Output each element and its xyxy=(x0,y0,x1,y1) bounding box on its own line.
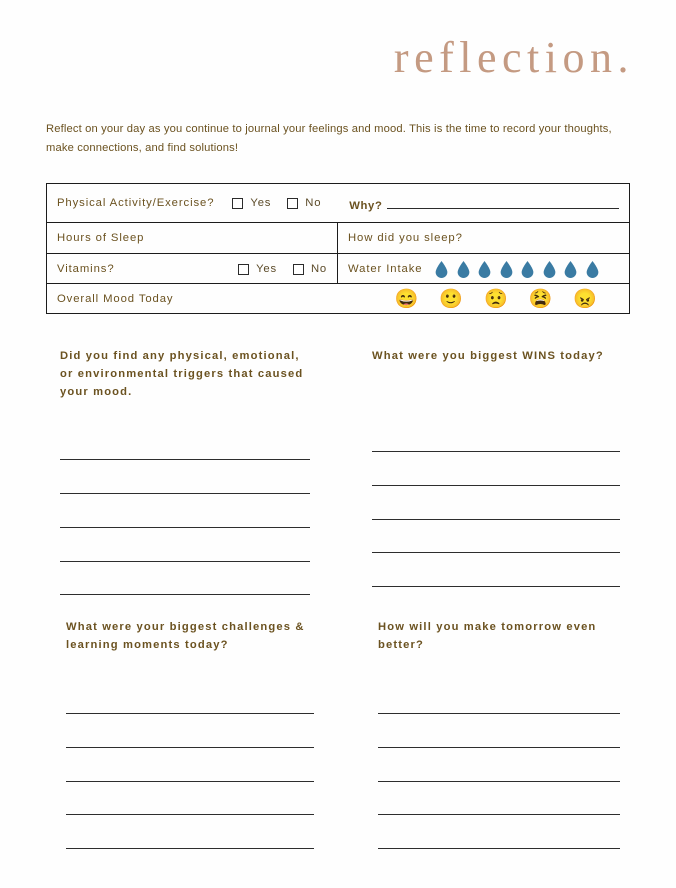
hours-of-sleep-label: Hours of Sleep xyxy=(57,232,145,244)
answer-line[interactable] xyxy=(60,426,310,460)
question-heading-wins: What were you biggest WINS today? xyxy=(372,350,604,362)
question-heading-triggers: Did you find any physical, emotional, or environmental triggers that caused your mood. xyxy=(60,350,304,399)
frowning-face-icon[interactable]: 😟 xyxy=(483,288,508,310)
page-title: reflection. xyxy=(393,33,634,82)
answer-line[interactable] xyxy=(372,452,620,486)
how-did-you-sleep-cell[interactable] xyxy=(338,223,629,253)
answer-line[interactable] xyxy=(60,494,310,528)
physical-activity-cell xyxy=(47,184,629,222)
overall-mood-cell xyxy=(47,284,629,314)
answer-line[interactable] xyxy=(66,782,314,816)
why-input-line[interactable] xyxy=(387,195,619,209)
water-drop-icon[interactable] xyxy=(586,261,599,278)
answer-line[interactable] xyxy=(66,815,314,849)
answer-line[interactable] xyxy=(378,680,620,714)
answer-lines-tomorrow xyxy=(378,680,620,849)
question-block-triggers xyxy=(60,347,310,595)
water-drop-icon[interactable] xyxy=(457,261,470,278)
question-block-challenges xyxy=(66,618,314,849)
vitamins-label: Vitamins? xyxy=(57,263,115,275)
table-row-vitamins xyxy=(47,254,629,284)
answer-lines-challenges xyxy=(66,680,314,849)
table-row-physical-activity xyxy=(47,184,629,223)
answer-line[interactable] xyxy=(372,553,620,587)
grinning-face-icon[interactable]: 😄 xyxy=(394,288,419,310)
why-label: Why? xyxy=(349,199,383,212)
question-heading-tomorrow: How will you make tomorrow even better? xyxy=(378,621,597,652)
angry-face-icon[interactable]: 😠 xyxy=(573,288,597,310)
answer-line[interactable] xyxy=(66,748,314,782)
question-block-tomorrow xyxy=(378,618,620,849)
water-drop-icon[interactable] xyxy=(543,261,556,278)
answer-lines-triggers xyxy=(60,426,310,595)
slightly-smiling-face-icon[interactable]: 🙂 xyxy=(439,288,463,310)
intro-paragraph: Reflect on your day as you continue to journal your feelings and mood. This is the time to record your thoughts, make connections, and find solutions! xyxy=(46,123,612,155)
answer-line[interactable] xyxy=(60,528,310,562)
how-did-you-sleep-label: How did you sleep? xyxy=(348,232,463,244)
physical-activity-yes-checkbox[interactable] xyxy=(232,198,243,209)
question-heading-challenges: What were your biggest challenges & learning moments today? xyxy=(66,621,305,652)
answer-lines-wins xyxy=(372,418,620,587)
vitamins-checkbox-group xyxy=(238,263,327,275)
question-block-wins xyxy=(372,347,620,587)
physical-activity-yes-label: Yes xyxy=(250,197,272,209)
answer-line[interactable] xyxy=(372,486,620,520)
water-drop-icon[interactable] xyxy=(521,261,534,278)
daily-checkin-table xyxy=(46,183,630,314)
water-drop-icon[interactable] xyxy=(435,261,448,278)
table-row-mood xyxy=(47,284,629,313)
water-intake-label: Water Intake xyxy=(348,263,423,275)
water-drop-icon[interactable] xyxy=(500,261,513,278)
why-field-group xyxy=(349,195,619,212)
vitamins-yes-checkbox[interactable] xyxy=(238,264,249,275)
answer-line[interactable] xyxy=(378,748,620,782)
answer-line[interactable] xyxy=(372,418,620,452)
answer-line[interactable] xyxy=(60,460,310,494)
water-drop-group xyxy=(435,261,599,278)
physical-activity-no-checkbox[interactable] xyxy=(287,198,298,209)
weary-face-icon[interactable]: 😫 xyxy=(528,288,553,310)
vitamins-yes-label: Yes xyxy=(256,263,277,275)
answer-line[interactable] xyxy=(66,680,314,714)
overall-mood-label: Overall Mood Today xyxy=(57,293,174,305)
vitamins-no-checkbox[interactable] xyxy=(293,264,304,275)
answer-line[interactable] xyxy=(60,562,310,596)
water-drop-icon[interactable] xyxy=(478,261,491,278)
answer-line[interactable] xyxy=(66,714,314,748)
physical-activity-no-label: No xyxy=(305,197,322,209)
answer-line[interactable] xyxy=(378,815,620,849)
physical-activity-label: Physical Activity/Exercise? xyxy=(57,197,215,209)
vitamins-no-label: No xyxy=(310,263,327,275)
mood-选择-group xyxy=(395,290,619,309)
physical-activity-checkbox-group xyxy=(232,197,321,209)
answer-line[interactable] xyxy=(378,782,620,816)
table-row-sleep xyxy=(47,223,629,254)
vitamins-cell xyxy=(47,254,338,284)
answer-line[interactable] xyxy=(372,520,620,554)
water-intake-cell xyxy=(338,254,629,284)
water-drop-icon[interactable] xyxy=(564,261,577,278)
hours-of-sleep-cell[interactable] xyxy=(47,223,338,253)
answer-line[interactable] xyxy=(378,714,620,748)
